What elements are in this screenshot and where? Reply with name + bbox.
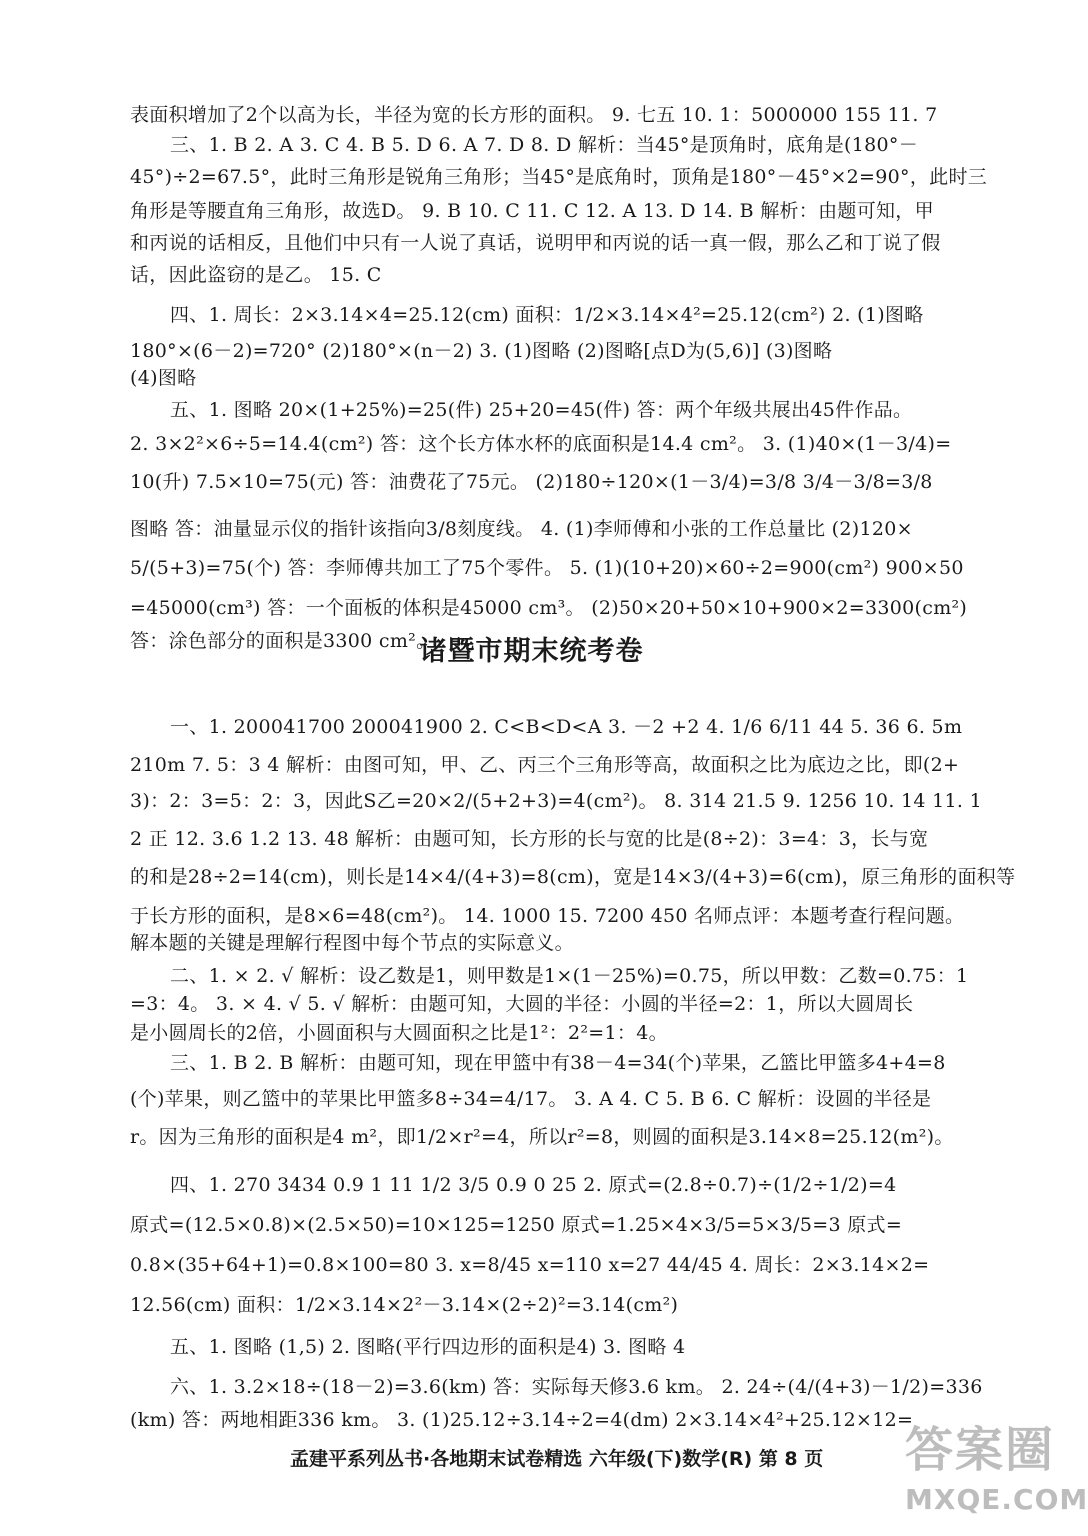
answer-line: 210m 7. 5：3 4 解析：由图可知，甲、乙、丙三个三角形等高，故面积之比为底边之比，即(2+	[130, 754, 960, 776]
answer-line: 是小圆周长的2倍，小圆面积与大圆面积之比是1²：2²=1：4。	[130, 1022, 668, 1044]
answer-line: =3：4。 3. × 4. √ 5. √ 解析：由题可知，大圆的半径：小圆的半径=2：1，所以大圆周长	[130, 993, 914, 1015]
answer-line: 3)：2：3=5：2：3，因此S乙=20×2/(5+2+3)=4(cm²)。 8. 314 21.5 9. 1256 10. 14 11. 1	[130, 790, 982, 812]
answer-line: 2 正 12. 3.6 1.2 13. 48 解析：由题可知，长方形的长与宽的比是(8÷2)：3=4：3，长与宽	[130, 828, 929, 850]
answer-line: 45°)÷2=67.5°，此时三角形是锐角三角形；当45°是底角时，顶角是180°－45°×2=90°，此时三	[130, 166, 988, 188]
answer-line: 和丙说的话相反，且他们中只有一人说了真话，说明甲和丙说的话一真一假，那么乙和丁说了假	[130, 232, 941, 254]
answer-line: 五、1. 图略 (1,5) 2. 图略(平行四边形的面积是4) 3. 图略 4	[170, 1336, 686, 1358]
section-title: 诸暨市期末统考卷	[419, 636, 644, 667]
answer-line: 于长方形的面积，是8×6=48(cm²)。 14. 1000 15. 7200 450 名师点评：本题考查行程问题。	[130, 905, 965, 927]
answer-line: 三、1. B 2. B 解析：由题可知，现在甲篮中有38－4=34(个)苹果，乙篮比甲篮多4+4=8	[170, 1052, 946, 1074]
answer-line: 四、1. 270 3434 0.9 1 11 1/2 3/5 0.9 0 25 2. 原式=(2.8÷0.7)÷(1/2÷1/2)=4	[170, 1174, 897, 1196]
answer-line: 解本题的关键是理解行程图中每个节点的实际意义。	[130, 932, 574, 954]
answer-line: 0.8×(35+64+1)=0.8×100=80 3. x=8/45 x=110 x=27 44/45 4. 周长：2×3.14×2=	[130, 1254, 930, 1276]
answer-line: r。因为三角形的面积是4 m²，即1/2×r²=4，所以r²=8，则圆的面积是3.14×8=25.12(m²)。	[130, 1126, 954, 1148]
watermark-logo	[905, 1418, 1088, 1530]
answer-line: 2. 3×2²×6÷5=14.4(cm²) 答：这个长方体水杯的底面积是14.4 cm²。 3. (1)40×(1－3/4)=	[130, 433, 952, 455]
answer-line: (4)图略	[130, 367, 197, 389]
page-footer: 孟建平系列丛书·各地期末试卷精选 六年级(下)数学(R) 第 8 页	[290, 1448, 824, 1470]
answer-line: 的和是28÷2=14(cm)，则长是14×4/(4+3)=8(cm)，宽是14×3/(4+3)=6(cm)，原三角形的面积等	[130, 866, 1016, 888]
answer-line: 角形是等腰直角三角形，故选D。 9. B 10. C 11. C 12. A 13. D 14. B 解析：由题可知，甲	[130, 200, 934, 222]
answer-line: 10(升) 7.5×10=75(元) 答：油费花了75元。 (2)180÷120×(1－3/4)=3/8 3/4－3/8=3/8	[130, 471, 933, 493]
watermark-logo-text: 答案圈	[905, 1422, 1056, 1478]
answer-line: 图略 答：油量显示仪的指针该指向3/8刻度线。 4. (1)李师傅和小张的工作总量比 (2)120×	[130, 518, 913, 540]
answer-line: 12.56(cm) 面积：1/2×3.14×2²－3.14×(2÷2)²=3.14(cm²)	[130, 1294, 679, 1316]
answer-line: 5/(5+3)=75(个) 答：李师傅共加工了75个零件。 5. (1)(10+20)×60÷2=900(cm²) 900×50	[130, 557, 964, 579]
answer-line: =45000(cm³) 答：一个面板的体积是45000 cm³。 (2)50×20+50×10+900×2=3300(cm²)	[130, 597, 968, 619]
answer-line: 答：涂色部分的面积是3300 cm²。	[130, 630, 436, 652]
answer-line: 表面积增加了2个以高为长，半径为宽的长方形的面积。 9. 七五 10. 1：5000000 155 11. 7	[130, 104, 938, 126]
answer-line: 六、1. 3.2×18÷(18－2)=3.6(km) 答：实际每天修3.6 km。 2. 24÷(4/(4+3)－1/2)=336	[170, 1376, 983, 1398]
answer-line: 180°×(6－2)=720° (2)180°×(n－2) 3. (1)图略 (2)图略[点D为(5,6)] (3)图略	[130, 340, 833, 362]
answer-line: (km) 答：两地相距336 km。 3. (1)25.12÷3.14÷2=4(dm) 2×3.14×4²+25.12×12=	[130, 1409, 914, 1431]
answer-line: 三、1. B 2. A 3. C 4. B 5. D 6. A 7. D 8. D 解析：当45°是顶角时，底角是(180°－	[170, 134, 919, 156]
answer-line: 二、1. × 2. √ 解析：设乙数是1，则甲数是1×(1－25%)=0.75，所以甲数：乙数=0.75：1	[170, 965, 969, 987]
watermark-url: MXQE.COM	[905, 1483, 1088, 1516]
answer-line: 五、1. 图略 20×(1+25%)=25(件) 25+20=45(件) 答：两个年级共展出45件作品。	[170, 399, 913, 421]
answer-line: (个)苹果，则乙篮中的苹果比甲篮多8÷34=4/17。 3. A 4. C 5. B 6. C 解析：设圆的半径是	[130, 1088, 932, 1110]
answer-line: 话，因此盗窃的是乙。 15. C	[130, 264, 382, 286]
answer-line: 四、1. 周长：2×3.14×4=25.12(cm) 面积：1/2×3.14×4²=25.12(cm²) 2. (1)图略	[170, 304, 924, 326]
answer-line: 原式=(12.5×0.8)×(2.5×50)=10×125=1250 原式=1.25×4×3/5=5×3/5=3 原式=	[130, 1214, 903, 1236]
answer-line: 一、1. 200041700 200041900 2. C<B<D<A 3. －2 +2 4. 1/6 6/11 44 5. 36 6. 5m	[170, 716, 963, 738]
